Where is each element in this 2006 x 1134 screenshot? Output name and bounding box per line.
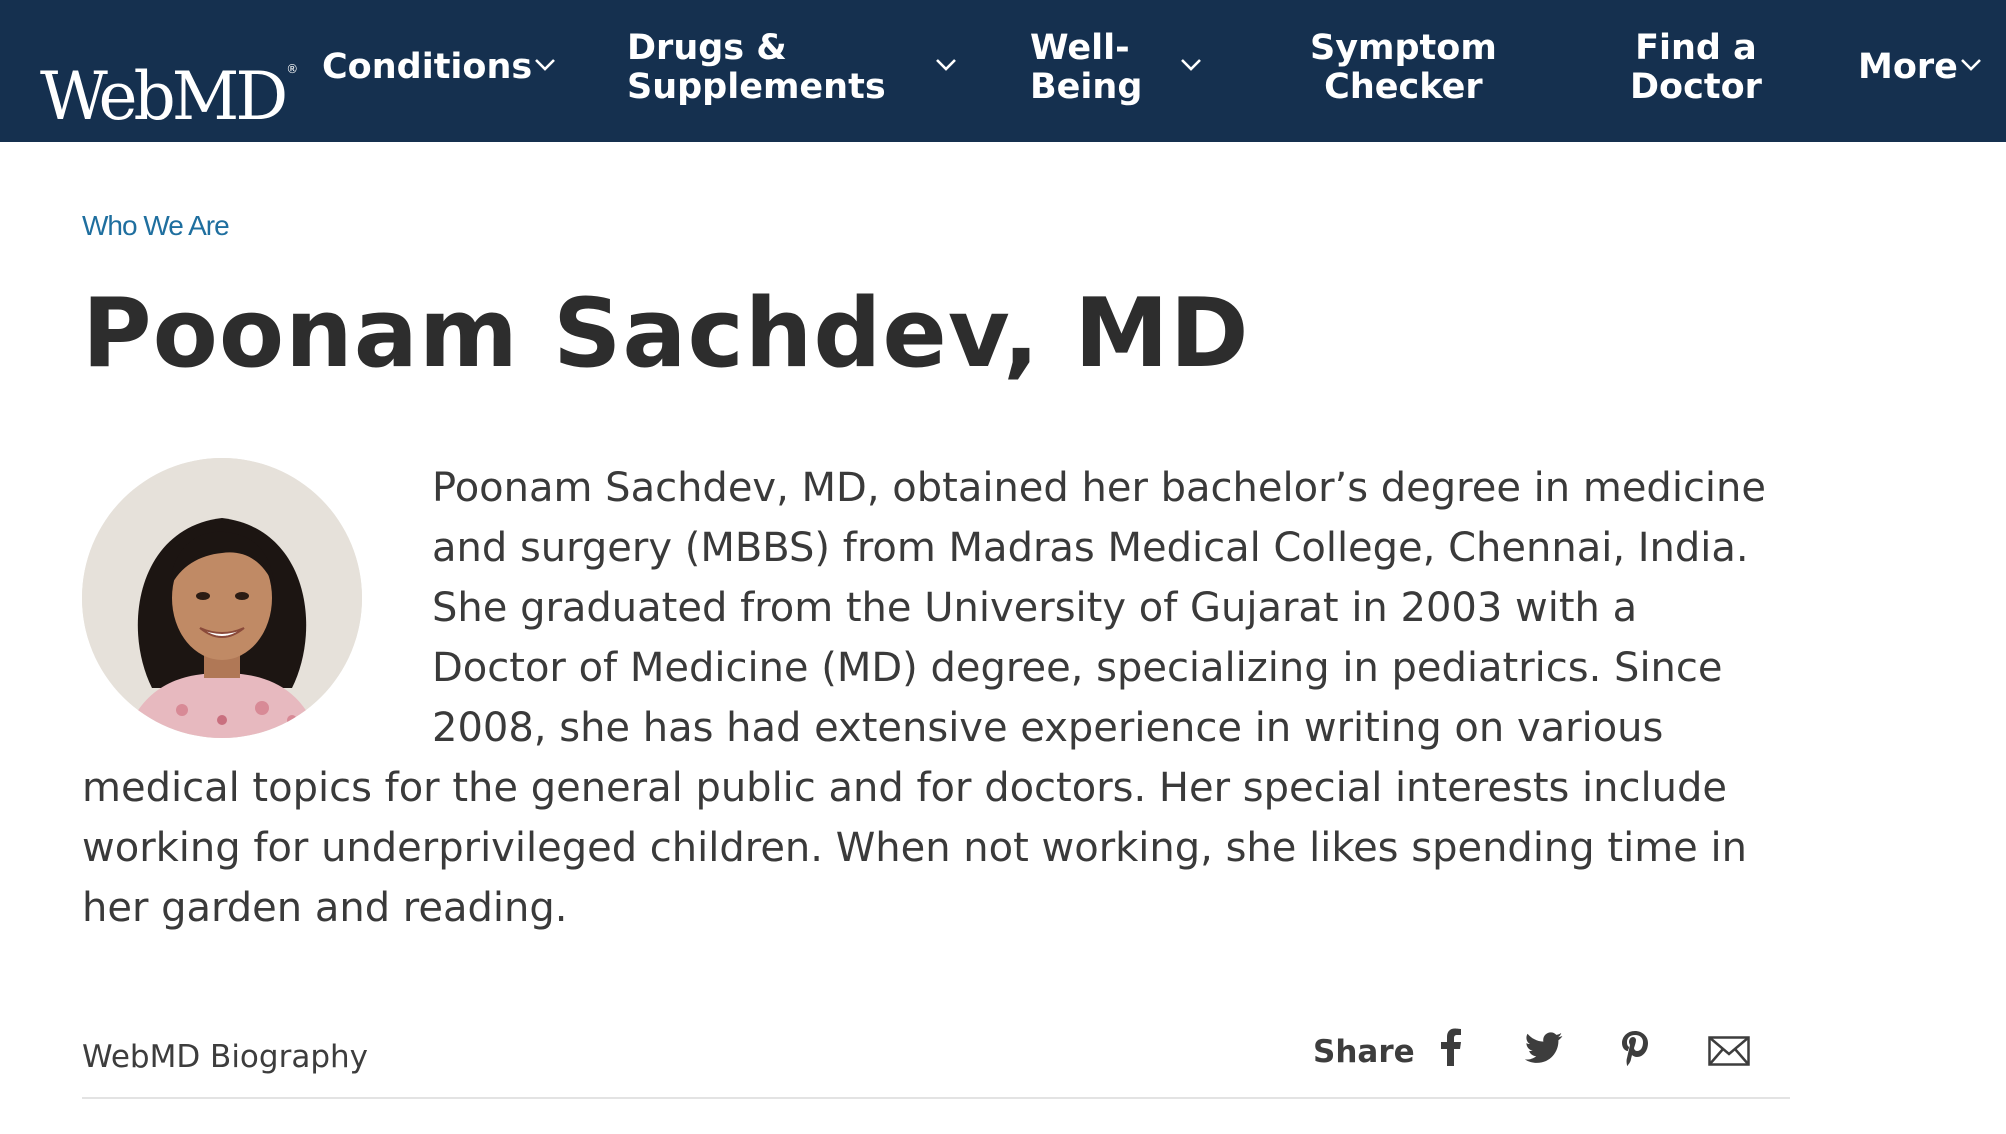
nav-drugs-label-line2: Supplements bbox=[627, 67, 886, 107]
pinterest-icon[interactable] bbox=[1620, 1030, 1650, 1066]
webmd-biography-label: WebMD Biography bbox=[82, 1039, 368, 1075]
nav-well-label-line2: Being bbox=[1030, 67, 1143, 107]
nav-symptom-label-line1: Symptom bbox=[1310, 28, 1497, 68]
chevron-down-icon[interactable] bbox=[1960, 58, 1982, 80]
chevron-down-icon[interactable] bbox=[935, 58, 957, 80]
nav-symptom-checker[interactable] bbox=[1310, 29, 1497, 107]
nav-drugs-supplements[interactable] bbox=[627, 29, 886, 107]
nav-find-a-doctor[interactable] bbox=[1630, 29, 1762, 107]
biography-text: Poonam Sachdev, MD, obtained her bachelor’s degree in medicine and surgery (MBBS) from Madras Medical College, Chennai, India. She graduated from the University of Gujarat in 2003 with a Doctor of Medicine (MD) degree, specializing in pediatrics. Since 2008, she has had extensive experience in writing on various medical topics for the general public and for doctors. Her special interests include working for underprivileged children. When not working, she likes spending time in her garden and reading. bbox=[82, 465, 1767, 931]
webmd-logo[interactable] bbox=[40, 30, 298, 136]
top-navigation-bar bbox=[0, 0, 2006, 142]
nav-more[interactable] bbox=[1858, 48, 1958, 87]
nav-drugs-label-line1: Drugs & bbox=[627, 28, 787, 68]
nav-conditions[interactable] bbox=[322, 48, 532, 87]
portrait-illustration bbox=[82, 458, 362, 738]
twitter-icon[interactable] bbox=[1525, 1032, 1563, 1064]
page-title: Poonam Sachdev, MD bbox=[82, 279, 1250, 389]
chevron-down-icon[interactable] bbox=[1180, 58, 1202, 80]
nav-find-label-line1: Find a bbox=[1635, 28, 1757, 68]
logo-text: WebMD bbox=[40, 58, 285, 135]
email-icon[interactable] bbox=[1708, 1036, 1750, 1066]
nav-find-label-line2: Doctor bbox=[1630, 67, 1762, 107]
nav-more-label: More bbox=[1858, 47, 1958, 87]
breadcrumb-who-we-are[interactable]: Who We Are bbox=[82, 210, 229, 241]
registered-mark: ® bbox=[286, 62, 299, 76]
nav-conditions-label: Conditions bbox=[322, 47, 533, 87]
chevron-down-icon[interactable] bbox=[534, 58, 556, 80]
facebook-icon[interactable] bbox=[1440, 1028, 1462, 1066]
nav-well-being[interactable] bbox=[1030, 29, 1142, 107]
share-label: Share bbox=[1313, 1034, 1415, 1070]
nav-well-label-line1: Well- bbox=[1030, 28, 1130, 68]
nav-symptom-label-line2: Checker bbox=[1324, 67, 1483, 107]
biography-section bbox=[82, 458, 1782, 938]
author-photo bbox=[82, 458, 362, 738]
section-divider bbox=[82, 1097, 1790, 1099]
